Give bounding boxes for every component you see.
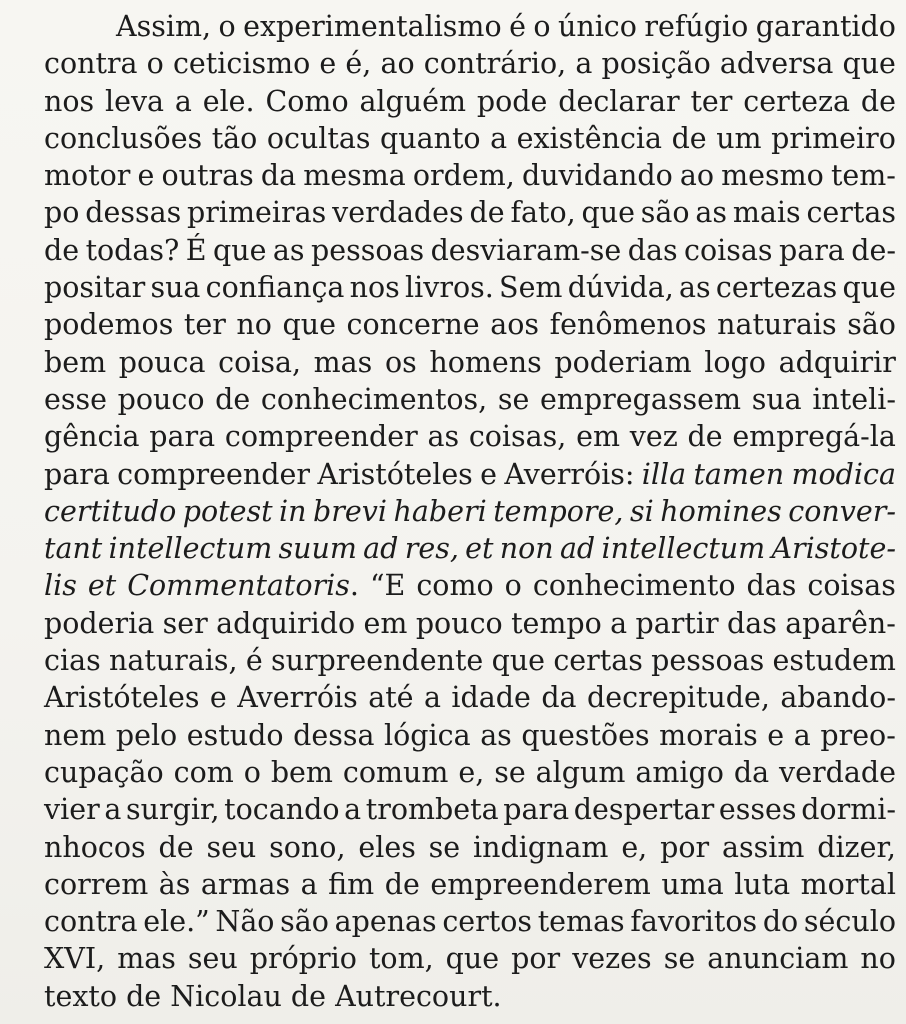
word: luta (734, 867, 791, 901)
text-line (44, 381, 896, 418)
word: século (803, 905, 896, 939)
word: com (173, 755, 234, 789)
word: a (423, 681, 441, 715)
text-line (44, 120, 896, 157)
word: ordem, (412, 159, 515, 193)
word: compreender (117, 457, 311, 491)
word: mas (117, 942, 176, 976)
text-line (44, 567, 896, 604)
word: preo- (820, 718, 896, 752)
word: ad (363, 532, 399, 566)
word: nem (44, 718, 107, 752)
text-line (44, 978, 896, 1015)
word: partir (635, 606, 719, 640)
text-line (44, 903, 896, 940)
word: no (860, 942, 896, 976)
word: até (368, 681, 414, 715)
word: tamen (693, 457, 785, 491)
word: e (209, 681, 227, 715)
word: um (716, 121, 762, 155)
word: modica (791, 457, 896, 491)
word: si (629, 494, 654, 528)
text-line (44, 642, 896, 679)
word: alguém (359, 84, 467, 118)
word: indignam (473, 830, 609, 864)
word: e, (621, 830, 648, 864)
word: surpreendente (270, 644, 484, 678)
word: de (158, 830, 194, 864)
word: aparên- (785, 606, 896, 640)
word: são (280, 905, 329, 939)
word: para (503, 793, 570, 827)
word: certeza (743, 84, 851, 118)
word: compreender (224, 420, 418, 454)
word: amigo (635, 755, 724, 789)
word: brevi (313, 494, 387, 528)
word: tom, (368, 942, 434, 976)
word: potest (182, 494, 273, 528)
word: que (282, 308, 336, 342)
word: a (610, 606, 628, 640)
text-line (44, 754, 896, 791)
text-line (44, 83, 896, 120)
word: anunciam (707, 942, 849, 976)
word: de (44, 233, 80, 267)
word: uma (661, 867, 724, 901)
word: sono, (269, 830, 346, 864)
word: adversa (719, 47, 834, 81)
word: para (778, 233, 845, 267)
word: a (793, 718, 811, 752)
word: confiança (205, 271, 345, 305)
word: poderiam (554, 345, 692, 379)
word: vier (44, 793, 100, 827)
word: primeiro (771, 121, 896, 155)
word: livros. (405, 271, 494, 305)
word: que (842, 271, 896, 305)
word: da (733, 755, 770, 789)
word: seu (206, 830, 257, 864)
word: despertar (573, 793, 715, 827)
word: tant (44, 532, 103, 566)
word: por (660, 830, 710, 864)
word: que (491, 644, 546, 678)
word: pouco (117, 382, 205, 416)
word: fenômenos (549, 308, 707, 342)
word: quanto (380, 121, 481, 155)
text-line (44, 791, 896, 828)
word: certos (442, 905, 533, 939)
word: esses (718, 793, 797, 827)
word: coisas (807, 569, 896, 603)
word: decrepitude, (587, 681, 770, 715)
word: é (509, 10, 526, 43)
word: leva (104, 84, 165, 118)
word: que (445, 942, 500, 976)
word: dessa (293, 718, 375, 752)
word: aos (490, 308, 540, 342)
word: certitudo (44, 494, 177, 528)
word: ter (690, 84, 733, 118)
word: nhocos (44, 830, 146, 864)
word: posição (601, 47, 711, 81)
word: das (746, 569, 797, 603)
word: pessoas (651, 644, 765, 678)
word: non (499, 532, 554, 566)
word: morais (659, 718, 758, 752)
word: dúvida, (567, 271, 674, 305)
word: algum (535, 755, 626, 789)
word: tempore, (493, 494, 624, 528)
word: fato, (510, 196, 576, 230)
word: as (480, 718, 512, 752)
word: É (185, 233, 207, 267)
word: único (557, 10, 637, 43)
word: as (679, 271, 711, 305)
word: et (87, 569, 117, 603)
word: garantido (755, 10, 896, 43)
word: é (245, 644, 263, 678)
word: concerne (346, 308, 480, 342)
word: no (236, 308, 272, 342)
text-run: texto de Nicolau de Autrecourt. (44, 979, 502, 1013)
word: tão (211, 121, 258, 155)
word: mesma (303, 159, 406, 193)
word: Não (215, 905, 275, 939)
word: intellectum (601, 532, 766, 566)
word: declarar (558, 84, 680, 118)
word: Aristóteles (44, 681, 200, 715)
text-line (44, 232, 896, 269)
word: homines (660, 494, 782, 528)
word: po (44, 196, 80, 230)
word: XVI, (44, 942, 106, 976)
word: se (663, 942, 696, 976)
word: surgir, (126, 793, 220, 827)
word: esse (44, 382, 107, 416)
word: Aristote- (771, 532, 896, 566)
word: questões (521, 718, 650, 752)
word: gência (44, 420, 140, 454)
word: e, (458, 755, 485, 789)
word: refúgio (644, 10, 749, 43)
word: tempo (511, 606, 602, 640)
text-line (44, 940, 896, 977)
word: Assim, (116, 10, 212, 43)
word: que (842, 47, 896, 81)
word: logo (704, 345, 766, 379)
word: pessoas (310, 233, 425, 267)
word: eles (358, 830, 416, 864)
word: contra (44, 47, 138, 81)
word: coisas, (468, 420, 567, 454)
word: são (847, 308, 896, 342)
word: idade (451, 681, 531, 715)
word: sua (751, 382, 802, 416)
word: estudo (186, 718, 284, 752)
word: mortal (800, 867, 896, 901)
word: cias (44, 644, 101, 678)
word: pode (476, 84, 548, 118)
word: existência (516, 121, 663, 155)
word: illa (641, 457, 687, 491)
word: que (213, 233, 267, 267)
word: de (215, 382, 251, 416)
text-line (44, 306, 896, 343)
word: naturais (717, 308, 837, 342)
word: certas (806, 196, 896, 230)
word: se (497, 382, 530, 416)
word: empregassem (540, 382, 742, 416)
word: ocultas (266, 121, 371, 155)
word: ceticismo (172, 47, 311, 81)
word: et (465, 532, 494, 566)
word: mais (732, 196, 801, 230)
text-line (44, 493, 896, 530)
word: os (384, 345, 417, 379)
word: Aristóteles (317, 457, 473, 491)
word: se (428, 830, 461, 864)
word: res, (404, 532, 459, 566)
word: vez (629, 420, 678, 454)
word: in (279, 494, 307, 528)
word: comum (342, 755, 449, 789)
word: que (581, 196, 635, 230)
word: assim (721, 830, 805, 864)
word: mesmo (721, 159, 824, 193)
text-line (44, 45, 896, 82)
word: estudem (772, 644, 896, 678)
word: coisa, (218, 345, 302, 379)
word: adquirido (216, 606, 356, 640)
word: Sem (499, 271, 563, 305)
word: verdade (779, 755, 896, 789)
word: suum (278, 532, 357, 566)
word: as (695, 196, 728, 230)
word: contra (44, 905, 138, 939)
word: motor (44, 159, 131, 193)
word: Averróis: (504, 457, 635, 491)
word: lógica (384, 718, 471, 752)
word: experimentalismo (243, 10, 502, 43)
word: e (319, 47, 337, 81)
word: para (44, 457, 110, 491)
word: Averróis (237, 681, 358, 715)
word: contrário, (423, 47, 567, 81)
word: tem- (830, 159, 896, 193)
word: favoritos (630, 905, 758, 939)
word: Como (265, 84, 349, 118)
word: dessas (85, 196, 182, 230)
word: e (767, 718, 785, 752)
word: da (260, 159, 297, 193)
word: sua (150, 271, 201, 305)
text-line (44, 269, 896, 306)
word: a (575, 47, 593, 81)
word: a (300, 867, 318, 901)
word: homens (429, 345, 542, 379)
body-paragraph (44, 8, 896, 1015)
text-line (44, 344, 896, 381)
word: em (363, 606, 408, 640)
word: de (469, 196, 505, 230)
word: certezas (715, 271, 838, 305)
word: ter (183, 308, 226, 342)
word: de (671, 121, 707, 155)
text-line (44, 194, 896, 231)
word: poderia (44, 606, 155, 640)
word: outras (161, 159, 254, 193)
word: cupação (44, 755, 164, 789)
word: seu (187, 942, 238, 976)
word: armas (200, 867, 291, 901)
word: verdades (332, 196, 464, 230)
word: mas (313, 345, 373, 379)
word: apenas (334, 905, 437, 939)
word: dormi- (801, 793, 896, 827)
word: ele.” (143, 905, 210, 939)
word: a (174, 84, 192, 118)
word: “E (369, 569, 406, 603)
word: de (687, 420, 723, 454)
text-line (44, 530, 896, 567)
text-line (44, 157, 896, 194)
text-line (44, 456, 896, 493)
word: da (541, 681, 577, 715)
word: o (504, 569, 522, 603)
text-line (44, 8, 896, 45)
word: bem (44, 345, 107, 379)
word: duvidando (521, 159, 673, 193)
word: ao (679, 159, 715, 193)
word: nos (349, 271, 400, 305)
word: é, (345, 47, 372, 81)
word: empregá-la (732, 420, 896, 454)
word: conhecimento (532, 569, 736, 603)
word: inteli- (812, 382, 896, 416)
text-line (44, 829, 896, 866)
word: como (416, 569, 494, 603)
word: dizer, (817, 830, 896, 864)
word: a (104, 793, 122, 827)
word: em (576, 420, 620, 454)
word: nos (44, 84, 95, 118)
word: primeiras (187, 196, 327, 230)
word: e (137, 159, 155, 193)
word: desviaram-se (430, 233, 622, 267)
word: o (218, 10, 236, 43)
word: a (490, 121, 508, 155)
word: próprio (249, 942, 357, 976)
word: ad (559, 532, 596, 566)
word: ser (162, 606, 208, 640)
text-line (44, 418, 896, 455)
word: as (427, 420, 460, 454)
word: de (860, 84, 896, 118)
word: haberi (393, 494, 487, 528)
word: todas? (85, 233, 180, 267)
word: por (511, 942, 561, 976)
text-line (44, 866, 896, 903)
word: pouco (415, 606, 503, 640)
word: e (480, 457, 497, 491)
word: fim (328, 867, 375, 901)
word: se (494, 755, 526, 789)
word: do (762, 905, 799, 939)
word: o (533, 10, 551, 43)
word: vezes (572, 942, 652, 976)
word: as (272, 233, 305, 267)
word: naturais, (108, 644, 238, 678)
text-line (44, 679, 896, 716)
word: lis (44, 569, 77, 603)
word: conhecimentos, (260, 382, 488, 416)
word: conver- (788, 494, 896, 528)
word: abando- (780, 681, 896, 715)
word: o (243, 755, 261, 789)
word: pelo (115, 718, 178, 752)
word: para (149, 420, 216, 454)
word: das (627, 233, 678, 267)
word: o (146, 47, 164, 81)
text-line (44, 717, 896, 754)
word: adquirir (778, 345, 896, 379)
word: de (384, 867, 420, 901)
word: a (344, 793, 362, 827)
word: ao (380, 47, 415, 81)
word: das (726, 606, 777, 640)
word: podemos (44, 308, 174, 342)
word: certas (553, 644, 643, 678)
word: ele. (202, 84, 255, 118)
word: são (640, 196, 690, 230)
word: pouca (118, 345, 206, 379)
word: conclusões (44, 121, 203, 155)
word: intellectum (108, 532, 273, 566)
word: empreenderem (430, 867, 651, 901)
word: coisas (684, 233, 773, 267)
word: positar (44, 271, 146, 305)
text-line (44, 605, 896, 642)
word: às (158, 867, 191, 901)
word: bem (270, 755, 333, 789)
word: de- (851, 233, 896, 267)
word: correm (44, 867, 149, 901)
word: trombeta (365, 793, 499, 827)
word: temas (537, 905, 625, 939)
word: Commentatoris. (127, 569, 359, 603)
word: tocando (224, 793, 340, 827)
